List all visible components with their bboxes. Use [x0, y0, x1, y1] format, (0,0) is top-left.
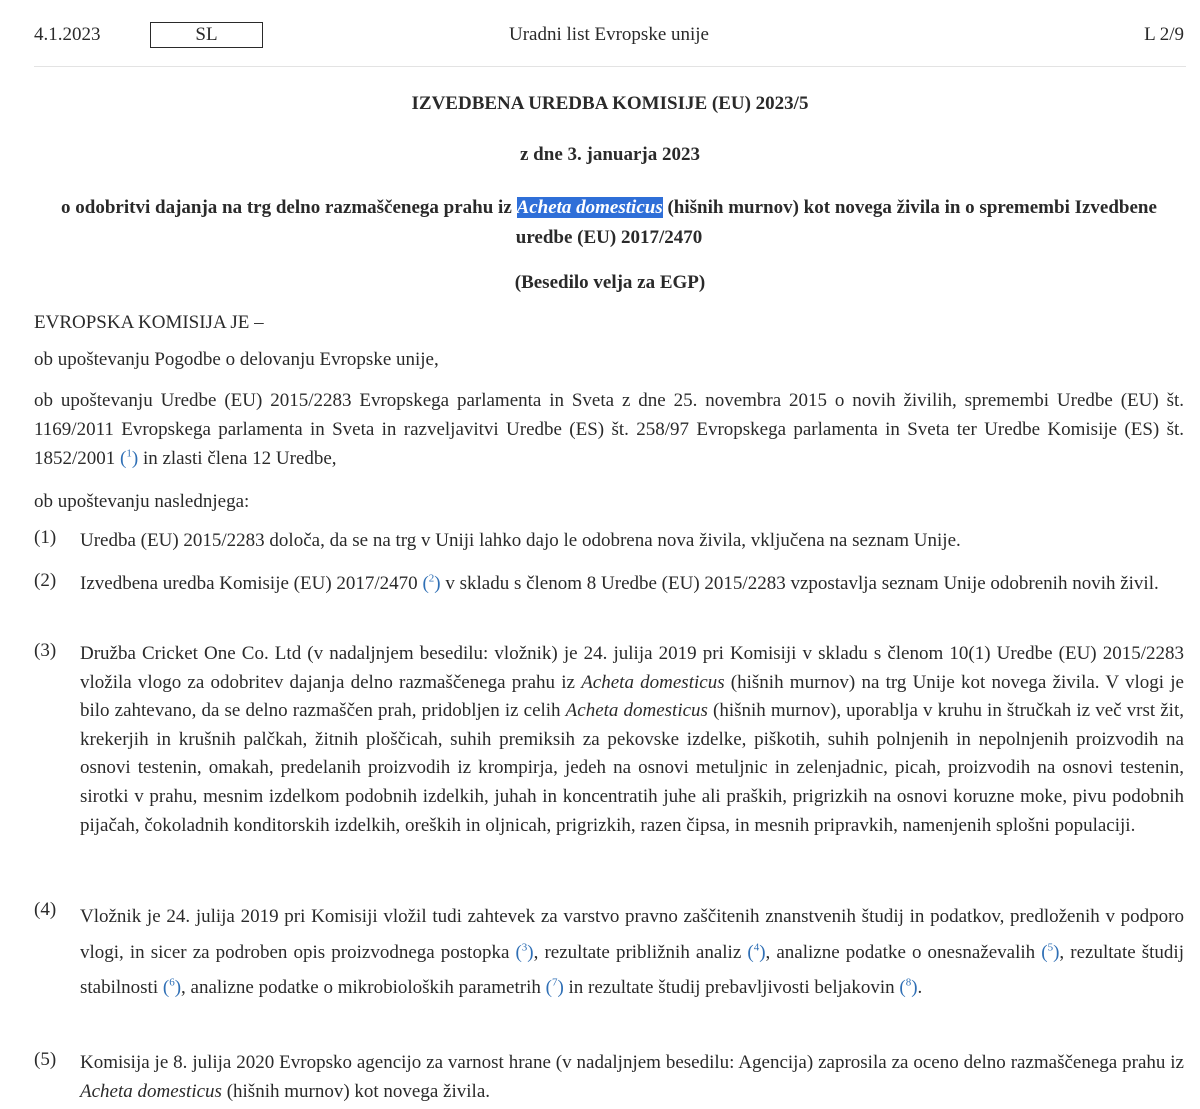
recital-text-part: v skladu s členom 8 Uredbe (EU) 2015/2283 vzpostavlja seznam Unije odobrenih novih živil.: [440, 573, 1159, 594]
language-badge: SL: [150, 22, 263, 48]
preamble-regulation: [34, 386, 1184, 473]
recital-text-part: , rezultate študij stabilnosti: [80, 941, 1184, 998]
footnote-link-2[interactable]: ($^2$): [422, 572, 441, 594]
recital-number: (3): [34, 640, 57, 661]
species-name: Acheta domesticus: [565, 700, 708, 722]
recital-text-part: in rezultate študij prebavljivosti beljakovin: [563, 977, 900, 998]
recital-text: [80, 1049, 1184, 1106]
recital-number: (5): [34, 1049, 57, 1070]
recital-text-part: , analizne podatke o mikrobioloških parametrih: [181, 977, 546, 998]
species-name: Acheta domesticus: [581, 671, 725, 693]
footnote-link-4[interactable]: ($^4$): [747, 941, 766, 963]
recital-text-part: (hišnih murnov) kot novega živila.: [221, 1080, 490, 1102]
recital-text-part: Vložnik je 24. julija 2019 pri Komisiji vložil tudi zahtevek za varstvo pravno zaščitenih znanstvenih študij in podatkov, predloženih v podporo vlogi, in sicer za podroben opis proizvodnega postopka: [80, 906, 1184, 963]
eea-relevance: (Besedilo velja za EGP): [514, 272, 706, 293]
preamble-regulation-text: ob upoštevanju Uredbe (EU) 2015/2283 Evropskega parlamenta in Sveta z dne 25. novembra 2015 o novih živilih, spremembi Uredbe (EU) št. 1169/2011 Evropskega parlamenta in Sveta in razveljavitvi Uredbe (ES) št. 258/97 Evropskega parlamenta in Sveta ter Uredbe Komisije (ES) št. 1852/2001: [34, 390, 1184, 469]
recital-text-part: .: [917, 977, 923, 998]
footnote-link-3[interactable]: ($^3$): [515, 941, 534, 963]
footnote-link-7[interactable]: ($^7$): [545, 976, 564, 998]
publication-date: 4.1.2023: [34, 24, 101, 45]
header-divider: [34, 66, 1186, 67]
footnote-link-6[interactable]: ($^6$): [162, 976, 182, 998]
recital-text-part: Izvedbena uredba Komisije (EU) 2017/2470: [80, 573, 423, 594]
preamble-whereas: ob upoštevanju naslednjega:: [34, 491, 250, 512]
preamble-commission: EVROPSKA KOMISIJA JE –: [34, 312, 264, 333]
page-number: L 2/9: [1144, 24, 1184, 45]
recital-text-part: , rezultate približnih analiz: [533, 941, 748, 963]
recital-number: (2): [34, 570, 57, 591]
recital-text: [80, 570, 1184, 599]
recital-text-part: Komisija je 8. julija 2020 Evropsko agencijo za varnost hrane (v nadaljnjem besedilu: Agencija) zaprosila za oceno delno razmaščenega prahu iz: [80, 1052, 1184, 1073]
recital-text-part: , analizne podatke o onesnaževalih: [765, 941, 1042, 963]
regulation-title: IZVEDBENA UREDBA KOMISIJE (EU) 2023/5: [411, 93, 809, 114]
regulation-subject: [34, 193, 1184, 253]
footnote-link-5[interactable]: ($^5$): [1041, 941, 1060, 963]
recital-text-part: (hišnih murnov), uporablja v kruhu in štručkah iz več vrst žit, krekerjih in krušnih palčkah, žitnih ploščicah, suhih premiksih za pekovske izdelke, piškotih, suhih polnjenih in nepolnjenih proizvodih na osnovi testenin, omakah, predelanih proizvodih iz krompirja, jedeh na osnovi metuljnic in zelenjadnic, picah, proizvodih na osnovi testenin, sirotki v prahu, mesnim izdelkom podobnih izdelkih, juhah in koncentratih juhe ali praških, prigrizkih na osnovi koruzne moke, pivu podobnih pijačah, čokoladnih konditorskih izdelkih, oreških in oljnicah, prigrizkih, razen čipsa, in mesnih pripravkih, namenjenih splošni populaciji.: [80, 700, 1184, 836]
subject-text-end: (hišnih murnov) kot novega živila in o spremembi Izvedbene uredbe (EU) 2017/2470: [515, 197, 1157, 248]
regulation-date: z dne 3. januarja 2023: [520, 144, 700, 165]
recital-text: [80, 640, 1184, 840]
page-header: [34, 22, 1184, 50]
preamble-regulation-text-end: in zlasti člena 12 Uredbe,: [138, 448, 337, 469]
subject-text-start: o odobritvi dajanja na trg delno razmaščenega prahu iz: [61, 197, 517, 218]
recital-text-part: Družba Cricket One Co. Ltd (v nadaljnjem besedilu: vložnik) je 24. julija 2019 pri Komisiji v skladu s členom 10(1) Uredbe (EU) 2015/2283 vložila vlogo za odobritev dajanja delno razmaščenega prahu iz: [80, 643, 1184, 693]
recital-number: (1): [34, 527, 57, 548]
selected-text-highlight[interactable]: Acheta domesticus: [516, 197, 663, 218]
recital-text: Uredba (EU) 2015/2283 določa, da se na trg v Uniji lahko dajo le odobrena nova živila, vključena na seznam Unije.: [80, 530, 961, 551]
recital-number: (4): [34, 899, 57, 920]
species-name: Acheta domesticus: [80, 1080, 222, 1102]
footnote-link-8[interactable]: ($^8$): [899, 976, 918, 998]
preamble-treaty: ob upoštevanju Pogodbe o delovanju Evropske unije,: [34, 349, 439, 370]
footnote-link-1[interactable]: ($^1$): [120, 447, 139, 469]
journal-title: Uradni list Evropske unije: [509, 24, 709, 45]
recital-text-part: (hišnih murnov) na trg Unije kot novega živila. V vlogi je bilo zahtevano, da se delno razmaščen prah, pridobljen iz celih: [80, 671, 1184, 722]
recital-text: [80, 899, 1184, 1006]
